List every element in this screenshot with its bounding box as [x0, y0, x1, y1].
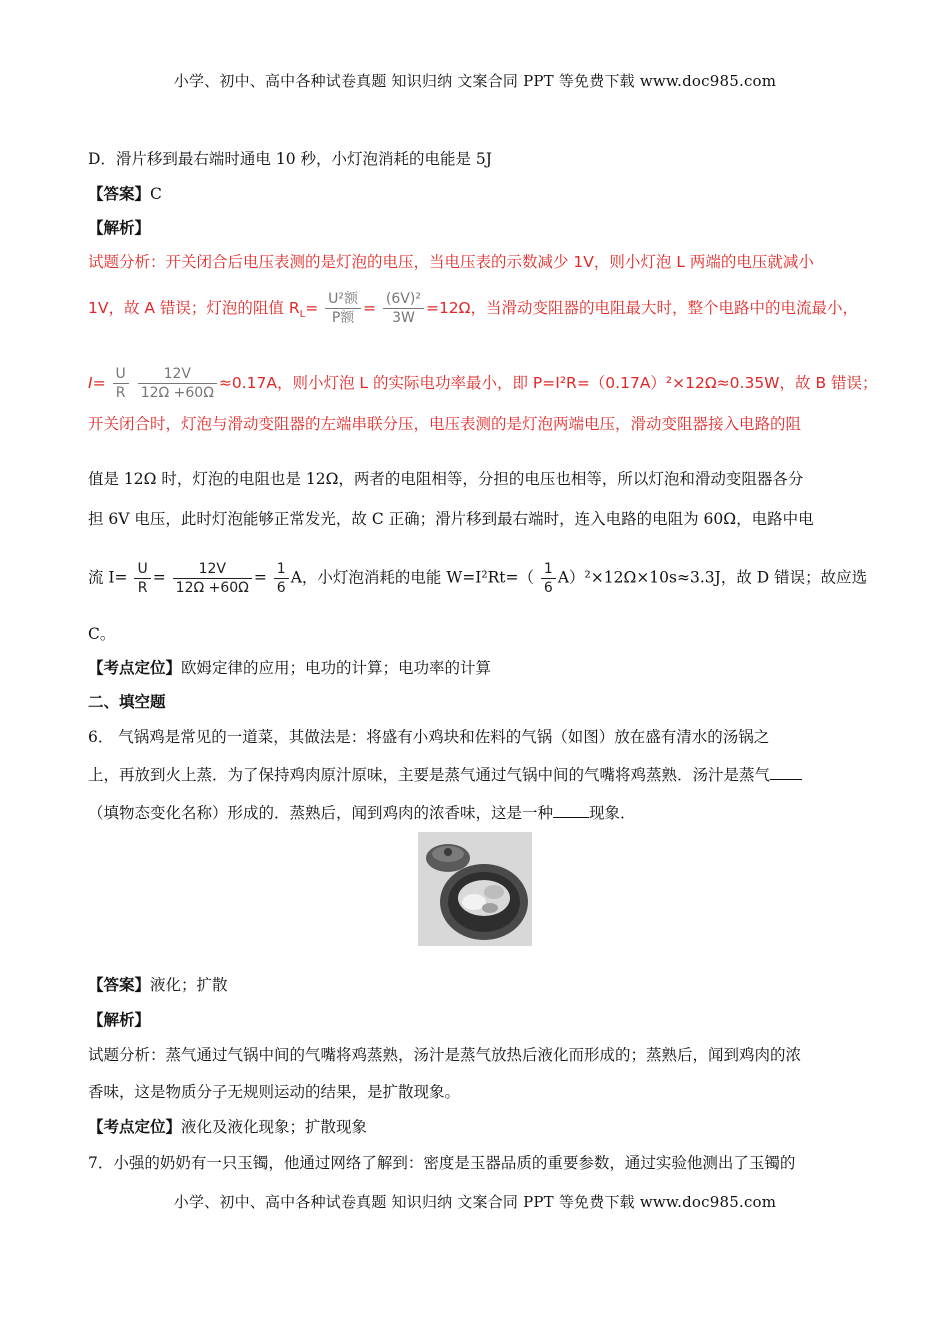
q6-analysis-line-2: 香味，这是物质分子无规则运动的结果，是扩散现象。 [88, 1083, 461, 1101]
option-d: D．滑片移到最右端时通电 10 秒，小灯泡消耗的电能是 5J [88, 150, 493, 168]
q7-line-1: 7．小强的奶奶有一只玉镯，他通过网络了解到：密度是玉器品质的重要参数，通过实验他测出了玉镯的 [88, 1154, 796, 1172]
text-7a: 流 I= [88, 568, 128, 587]
q6-text-3b: 现象． [589, 804, 636, 822]
kaodian-label: 【考点定位】 [88, 658, 182, 677]
kaodian-line [88, 656, 491, 678]
fraction-power-values: $\frac{\text{(6V)²}}{3W}$ [383, 290, 424, 327]
analysis-line-6: 担 6V 电压，此时灯泡能够正常发光，故 C 正确；滑片移到最右端时，连入电路的电阻为 60Ω，电路中电 [88, 510, 814, 528]
q6-answer-label: 【答案】 [88, 975, 151, 994]
text-7b: A，小灯泡消耗的电能 W=I²R [290, 568, 500, 587]
text-7c: t=（ [499, 568, 534, 587]
q6-text-3a: （填物态变化名称）形成的．蒸熟后，闻到鸡肉的浓香味，这是一种 [88, 804, 554, 822]
equals: = [305, 299, 319, 317]
analysis-red-line-2: 1V，故 A 错误；灯泡的阻值 $R_L=$ $\frac{\text{U²额}}{\text{P额}}$ = $\frac{\text{(6V)²}}{3W}$ =12Ω，当滑动变阻器的电阻最大时，整个电路中的电流最小， [88, 291, 859, 326]
subscript-l: L [299, 309, 306, 321]
q6-kaodian-value: 液化及液化现象；扩散现象 [181, 1118, 368, 1136]
q6-analysis-label: 【解析】 [88, 1010, 151, 1029]
q6-line-2 [88, 763, 802, 785]
answer-line [88, 182, 162, 204]
text-7d: A）²×12Ω×10s≈3.3J，故 D 错误；故应选 [557, 568, 868, 587]
analysis-red-line-4: 开关闭合时，灯泡与滑动变阻器的左端串联分压，电压表测的是灯泡两端电压，滑动变阻器接入电路的阻 [88, 415, 802, 433]
answer-label: 【答案】 [88, 184, 151, 203]
fraction-one-sixth: $\frac{1}{6}$ [274, 560, 289, 597]
q6-line-1: 6． 气锅鸡是常见的一道菜，其做法是：将盛有小鸡块和佐料的气锅（如图）放在盛有清水的汤锅之 [88, 728, 770, 746]
fraction-power-formula: $\frac{\text{U²额}}{\text{P额}}$ [325, 290, 361, 327]
fraction-current: $\frac{12V}{12\Omega +60\Omega}$ [138, 365, 217, 402]
q6-answer-value: 液化；扩散 [150, 976, 228, 994]
steam-pot-photo [418, 832, 532, 946]
q6-answer-line [88, 973, 228, 995]
analysis-line-5: 值是 12Ω 时，灯泡的电阻也是 12Ω，两者的电阻相等，分担的电压也相等，所以灯泡和滑动变阻器各分 [88, 470, 804, 488]
red-text-2b: =12Ω，当滑动变阻器的电阻最大时，整个电路中的电流最小， [425, 299, 859, 317]
kaodian-value: 欧姆定律的应用；电功的计算；电功率的计算 [181, 659, 492, 677]
analysis-red-line-3 [88, 365, 878, 402]
q6-text-2: 上，再放到火上蒸．为了保持鸡肉原汁原味，主要是蒸气通过气锅中间的气嘴将鸡蒸熟．汤汁是蒸气 [88, 766, 771, 784]
q6-kaodian-label: 【考点定位】 [88, 1117, 182, 1136]
section-title: 二、填空题 [88, 692, 166, 711]
analysis-red-line-1: 试题分析：开关闭合后电压表测的是灯泡的电压，当电压表的示数减少 1V，则小灯泡 L 两端的电压就减小 [88, 253, 814, 271]
q6-line-3 [88, 801, 636, 823]
red-text-2a: 1V，故 A 错误；灯泡的阻值 R [88, 299, 300, 317]
red-text-3b: ≈0.17A，则小灯泡 L 的实际电功率最小，即 P=I²R=（0.17A）²×12Ω≈0.35W，故 B 错误； [218, 374, 878, 392]
q6-analysis-line-1: 试题分析：蒸气通过气锅中间的气嘴将鸡蒸熟，汤汁是蒸气放热后液化而形成的；蒸熟后，闻到鸡肉的浓 [88, 1046, 802, 1064]
steam-pot-image-icon [418, 832, 532, 946]
fraction-current-2: $\frac{12V}{12\Omega +60\Omega}$ [173, 560, 252, 597]
page-header: 小学、初中、高中各种试卷真题 知识归纳 文案合同 PPT 等免费下载 www.doc985.com [173, 72, 777, 90]
red-text-3a: I= [88, 374, 106, 392]
fraction-one-sixth-2: $\frac{1}{6}$ [541, 560, 556, 597]
analysis-label: 【解析】 [88, 218, 151, 237]
answer-value: C [150, 185, 162, 203]
blank-2 [553, 803, 589, 818]
q6-kaodian-line [88, 1115, 367, 1137]
blank-1 [770, 765, 802, 780]
analysis-line-8: C。 [88, 625, 116, 643]
fraction-ohm: $\frac{U}{R}$ [113, 365, 129, 402]
analysis-line-7: 流 I= $\frac{U}{R}$ = $\frac{12V}{12\Omega +60\Omega}$ = $\frac{1}{6}$ A，小灯泡消耗的电能 W=I²Rt=（ $\frac{1}{6}$ A）²×12Ω×10s≈3.3J，故 D 错误；故应选 [88, 561, 868, 596]
page-footer: 小学、初中、高中各种试卷真题 知识归纳 文案合同 PPT 等免费下载 www.doc985.com [173, 1193, 777, 1211]
fraction-ohm-2: $\frac{U}{R}$ [134, 560, 150, 597]
